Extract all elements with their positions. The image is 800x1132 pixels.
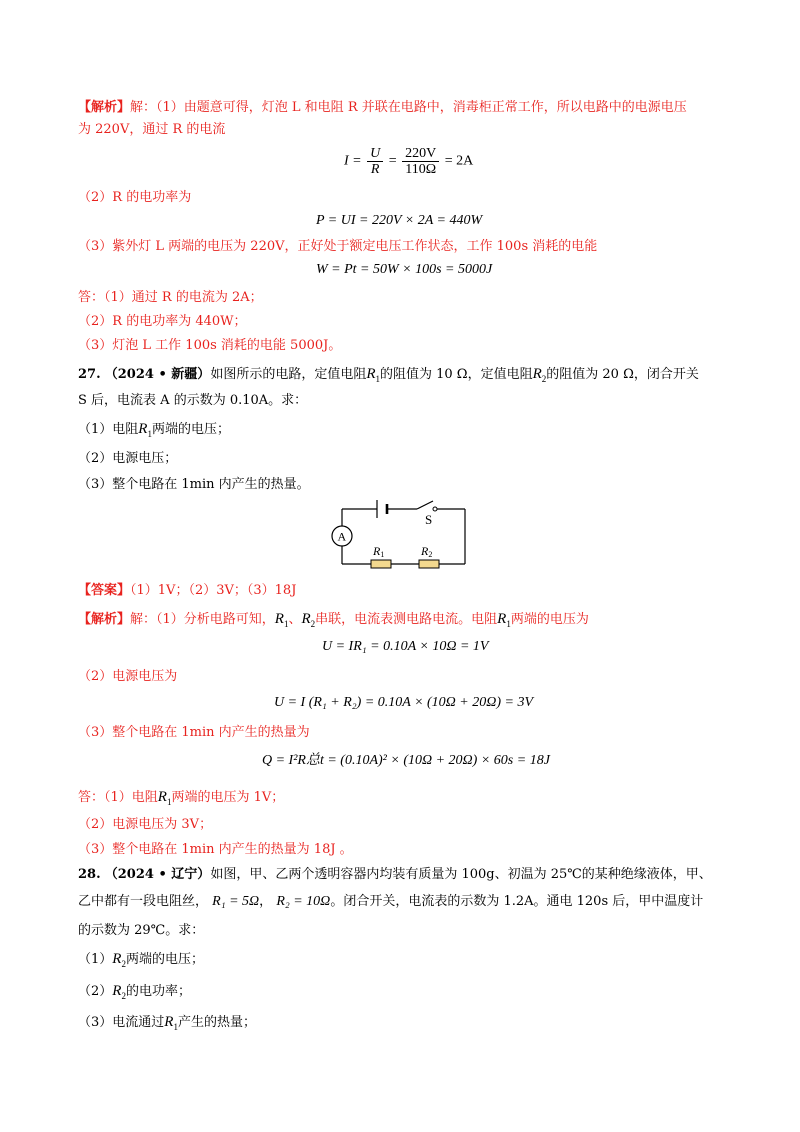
q26-analysis-line2: 为 220V，通过 R 的电流 xyxy=(78,122,226,137)
q28-line3: 的示数为 29℃。求： xyxy=(78,923,205,938)
question-number: 27. xyxy=(78,367,101,382)
q27-sub1: （1）电阻$R_1$两端的电压； xyxy=(78,421,230,439)
q27-sub2: （2）电源电压； xyxy=(78,451,178,466)
q27-sub3: （3）整个电路在 1min 内产生的热量。 xyxy=(78,477,310,492)
q27-equation-voltage-r1: U = IR₁ = 0.10A × 10Ω = 1V xyxy=(322,639,489,654)
circuit-diagram xyxy=(325,498,475,576)
q26-answer-line2: （2）R 的电功率为 440W； xyxy=(78,314,247,329)
q26-analysis-line4: （3）紫外灯 L 两端的电压为 220V，正好处于额定电压工作状态，工作 100s 消耗的电能 xyxy=(78,239,598,254)
ammeter-label: A xyxy=(337,529,347,544)
symbol-r2: $R_2$ xyxy=(112,983,126,1001)
q27-answer-line1: 答：（1）电阻$R_1$两端的电压为 1V； xyxy=(78,789,285,807)
q26-analysis-line1: 【解析】解：（1）由题意可得，灯泡 L 和电阻 R 并联在电路中，消毒柜正常工作，所以电路中的电源电压 xyxy=(78,100,687,115)
q26-equation-energy: W = Pt = 50W × 100s = 5000J xyxy=(316,262,493,277)
q27-equation-heat: Q = I²R总t = (0.10A)² × (10Ω + 20Ω) × 60s = 18J xyxy=(262,753,550,768)
symbol-r1: $R_1$ xyxy=(366,366,380,384)
q27-equation-source-voltage: U = I (R₁ + R₂) = 0.10A × (10Ω + 20Ω) = 3V xyxy=(274,695,534,710)
q27-line2: S 后，电流表 A 的示数为 0.10A。求： xyxy=(78,393,308,408)
q28-sub2: $(2)R_2$的电功率； xyxy=(78,983,191,1001)
question-source: （2024 • 辽宁） xyxy=(104,867,211,882)
symbol-r2: $R_2$ xyxy=(112,951,126,969)
q27-analysis-line3: （3）整个电路在 1min 内产生的热量为 xyxy=(78,725,310,740)
q28-sub1: $(1)R_2$两端的电压； xyxy=(78,951,204,969)
q28-line2: 乙中都有一段电阻丝， R₁ = 5Ω， R₂ = 10Ω。闭合开关，电流表的示数为 1.2A。通电 120s 后，甲中温度计 xyxy=(78,894,704,909)
q26-equation-power: P = UI = 220V × 2A = 440W xyxy=(316,213,483,228)
symbol-r1: $R_1$ xyxy=(138,421,152,439)
symbol-r2: $R_2$ xyxy=(301,611,316,629)
q26-analysis-line3: （2）R 的电功率为 xyxy=(78,190,192,205)
r1-label: R1 xyxy=(373,544,385,559)
q27-answer-line3: （3）整个电路在 1min 内产生的热量为 18J 。 xyxy=(78,842,353,857)
q26-answer-line1: 答：（1）通过 R 的电流为 2A； xyxy=(78,290,263,305)
equation-r2: R₂ = 10Ω xyxy=(276,894,331,909)
q27-answer-line2: （2）电源电压为 3V； xyxy=(78,817,213,832)
q26-equation-current: I = $\frac{U}{R}$ = $\frac{220V}{110\Omega}$ = 2A xyxy=(344,146,474,177)
q27-line1: 27. （2024 • 新疆）如图所示的电路，定值电阻$R_1$的阻值为 10 Ω，定值电阻$R_2$的阻值为 20 Ω，闭合开关 xyxy=(78,366,699,384)
analysis-tag: 【解析】 xyxy=(78,612,131,627)
question-source: （2024 • 新疆） xyxy=(104,367,211,382)
symbol-r2: $R_2$ xyxy=(532,366,547,384)
q27-answer: 【答案】（1）1V；（2）3V；（3）18J xyxy=(78,583,297,598)
fraction-220v-over-110ohm: $\frac{220V}{110\Omega}$ xyxy=(402,146,439,177)
symbol-r1: $R_1$ xyxy=(274,611,289,629)
fraction-u-over-r: $\frac{U}{R}$ xyxy=(367,146,383,177)
answer-tag: 【答案】 xyxy=(78,583,131,598)
q27-analysis-line1: 【解析】解：（1）分析电路可知，$R_1$、$R_2$串联，电流表测电路电流。电阻$R_1$两端的电压为 xyxy=(78,611,589,629)
equation-r1: R₁ = 5Ω xyxy=(212,894,260,909)
question-number: 28. xyxy=(78,867,101,882)
symbol-r1: $R_1$ xyxy=(164,1014,178,1032)
switch-label: S xyxy=(425,512,433,527)
q27-analysis-line2: （2）电源电压为 xyxy=(78,669,178,684)
analysis-tag: 【解析】 xyxy=(78,100,131,115)
q28-line1: 28. （2024 • 辽宁）如图，甲、乙两个透明容器内均装有质量为 100g、初温为 25℃的某种绝缘液体，甲、 xyxy=(78,867,712,882)
q28-sub3: （3）电流通过$R_1$产生的热量； xyxy=(78,1014,256,1032)
r2-label: R2 xyxy=(421,544,433,559)
q26-answer-line3: （3）灯泡 L 工作 100s 消耗的电能 5000J。 xyxy=(78,338,342,353)
symbol-r1: $R_1$ xyxy=(157,789,172,807)
symbol-r1: $R_1$ xyxy=(497,611,511,629)
